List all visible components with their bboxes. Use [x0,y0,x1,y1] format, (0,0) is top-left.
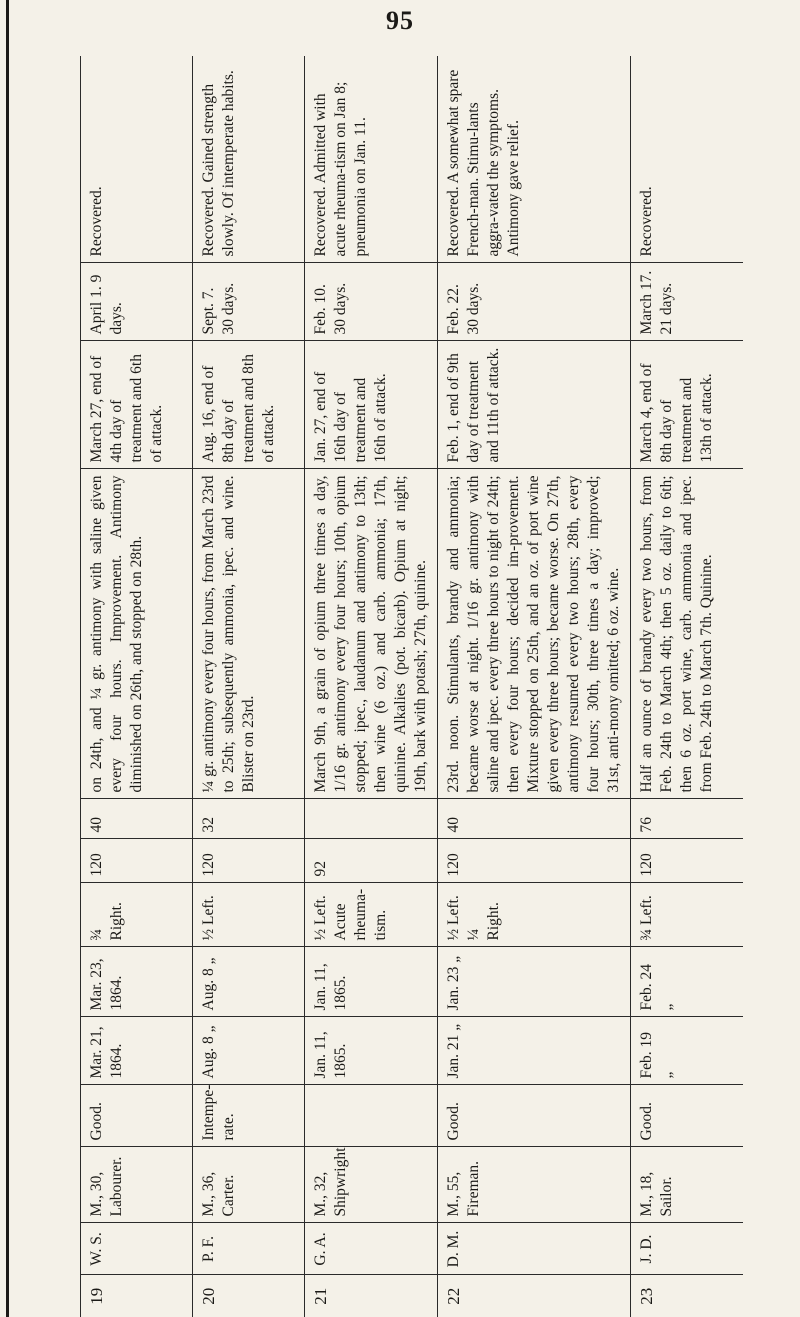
crisis-date: Jan. 27, end of 16th day of treatment and 16th of attack. [305,341,438,469]
treatment-notes: 23rd. noon. Stimulants, brandy and ammonia; became worse at night. 1/16 gr. antimony with saline and ipec. every three hours to night of 24th; then every four hours; decided im-provement. Mixture stopped on 25th, and an oz. of port wine given every three hours; became worse. On 27th, antimony resumed every two hours; 28th, every four hours; 30th, three times a day; improved; 31st, anti-mony omitted; 6 oz. wine. [438,469,631,799]
patient-initials: G. A. [305,1223,438,1275]
discharge-date: April 1. 9 days. [81,263,193,341]
treatment-notes: Half an ounce of brandy every two hours, from Feb. 24th to March 4th; then 5 oz. daily to 6th; then 6 oz. port wine, carb. ammonia and ipec. from Feb. 24th to March 7th. Quinine. [631,469,743,799]
lung-affected: ½ Left. [193,883,305,947]
discharge-date: Feb. 22. 30 days. [438,263,631,341]
discharge-date: Feb. 10. 30 days. [305,263,438,341]
lung-affected: ¾ Right. [81,883,193,947]
crisis-date: March 4, end of 8th day of treatment and 13th of attack. [631,341,743,469]
admission-date: Aug. 8 „ [193,947,305,1017]
left-page-edge [6,0,9,1317]
patient-initials: P. F. [193,1223,305,1275]
habits [305,1085,438,1147]
case-number: 23 [631,1275,743,1317]
case-number: 19 [81,1275,193,1317]
case-table-body [81,56,743,1317]
admission-date: Jan. 11, 1865. [305,947,438,1017]
respiration: 40 [81,799,193,839]
crisis-date: March 27, end of 4th day of treatment and 6th of attack. [81,341,193,469]
result-notes: Recovered. Gained strength slowly. Of intemperate habits. [193,56,305,263]
habits: Good. [438,1085,631,1147]
case-row [631,56,743,1317]
respiration: 76 [631,799,743,839]
age-occupation: M., 30, Labourer. [81,1147,193,1223]
pulse: 120 [193,839,305,883]
onset-date: Jan. 21 „ [438,1017,631,1085]
case-row [305,56,438,1317]
patient-initials: W. S. [81,1223,193,1275]
habits: Good. [81,1085,193,1147]
discharge-date: March 17. 21 days. [631,263,743,341]
treatment-notes: on 24th, and ¼ gr. antimony with saline given every four hours. Improvement. Antimony diminished on 26th, and stopped on 28th. [81,469,193,799]
pulse: 120 [438,839,631,883]
crisis-date: Feb. 1, end of 9th day of treatment and 11th of attack. [438,341,631,469]
onset-date: Feb. 19 „ [631,1017,743,1085]
pulse: 120 [631,839,743,883]
age-occupation: M., 18, Sailor. [631,1147,743,1223]
onset-date: Jan. 11, 1865. [305,1017,438,1085]
lung-affected: ½ Left. Acute rheuma-tism. [305,883,438,947]
case-row [438,56,631,1317]
result-notes: Recovered. Admitted with acute rheuma-tism on Jan 8; pneumonia on Jan. 11. [305,56,438,263]
patient-initials: J. D. [631,1223,743,1275]
result-notes: Recovered. A somewhat spare French-man. Stimu-lants aggra-vated the symptoms. Antimony gave relief. [438,56,631,263]
admission-date: Feb. 24 „ [631,947,743,1017]
case-number: 21 [305,1275,438,1317]
case-row [81,56,193,1317]
admission-date: Jan. 23 „ [438,947,631,1017]
treatment-notes: March 9th, a grain of opium three times a day, 1/16 gr. antimony every four hours; 10th, opium stopped; ipec., laudanum and antimony to 13th; then wine (6 oz.) and carb. ammonia; 17th, quinine. Alkalies (pot. bicarb). Opium at night; 19th, bark with potash; 27th, quinine. [305,469,438,799]
treatment-notes: ¼ gr. antimony every four hours, from March 23rd to 25th; subsequently ammonia, ipec. and wine. Blister on 23rd. [193,469,305,799]
age-occupation: M., 55, Fireman. [438,1147,631,1223]
respiration: 32 [193,799,305,839]
case-table [80,56,743,1317]
case-number: 22 [438,1275,631,1317]
patient-initials: D. M. [438,1223,631,1275]
age-occupation: M., 36, Carter. [193,1147,305,1223]
case-number: 20 [193,1275,305,1317]
onset-date: Aug. 8 „ [193,1017,305,1085]
case-row [193,56,305,1317]
lung-affected: ½ Left. ¼ Right. [438,883,631,947]
crisis-date: Aug. 16, end of 8th day of treatment and 8th of attack. [193,341,305,469]
onset-date: Mar. 21, 1864. [81,1017,193,1085]
habits: Intempe-rate. [193,1085,305,1147]
result-notes: Recovered. [81,56,193,263]
page-number: 95 [386,6,414,35]
pulse: 120 [81,839,193,883]
pulse: 92 [305,839,438,883]
discharge-date: Sept. 7. 30 days. [193,263,305,341]
result-notes: Recovered. [631,56,743,263]
table-viewport [80,56,800,1317]
age-occupation: M., 32, Shipwright [305,1147,438,1223]
admission-date: Mar. 23, 1864. [81,947,193,1017]
rotated-table-container [80,56,800,1317]
habits: Good. [631,1085,743,1147]
respiration [305,799,438,839]
lung-affected: ¾ Left. [631,883,743,947]
respiration: 40 [438,799,631,839]
